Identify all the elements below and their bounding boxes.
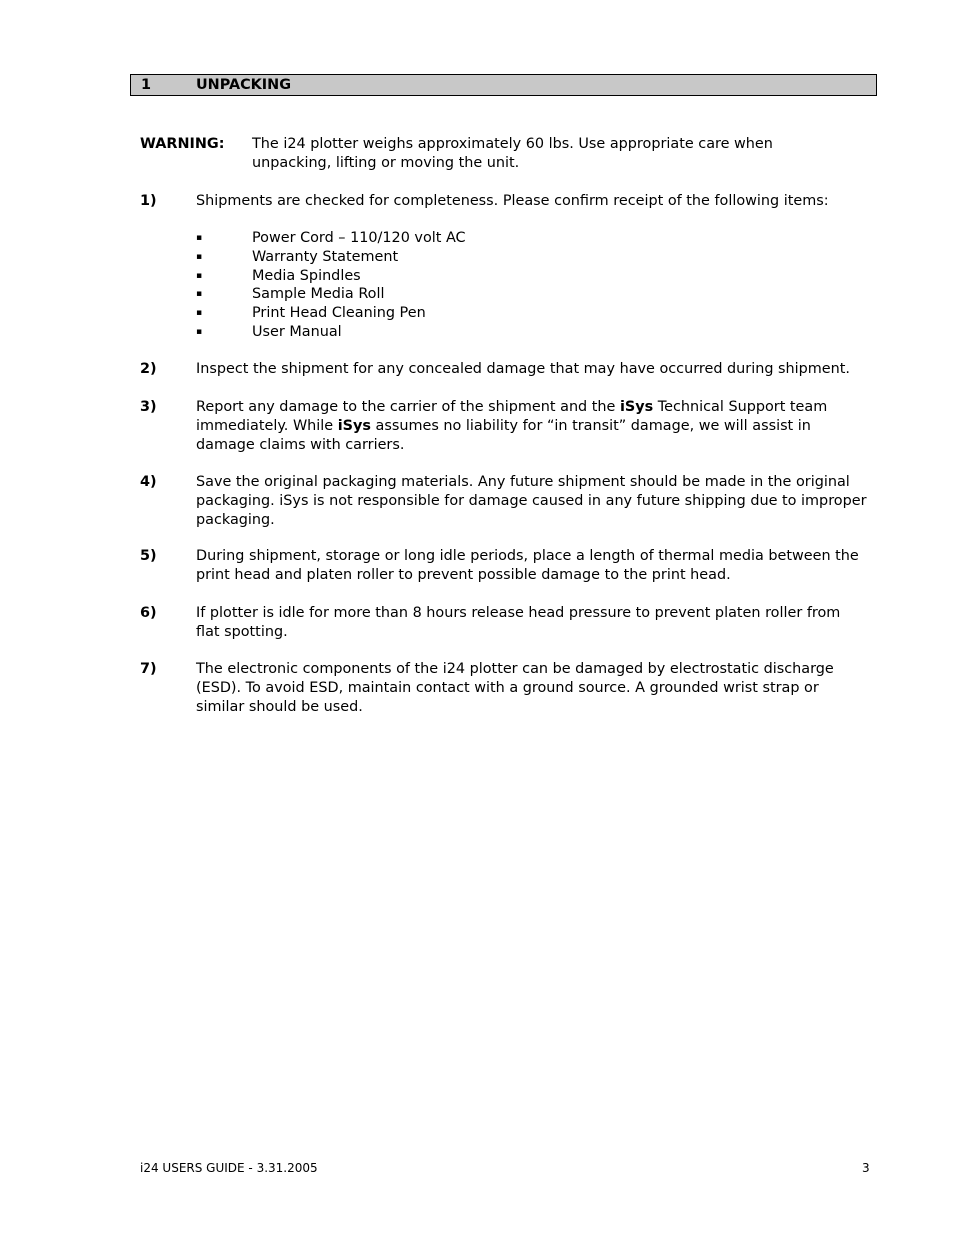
- bullet-marker: ▪: [196, 251, 203, 262]
- step-text-part: Technical Support team immediately. While: [196, 399, 828, 434]
- footer-document-title: i24 USERS GUIDE - 3.31.2005: [140, 1161, 318, 1175]
- step-number: 6): [140, 605, 157, 621]
- list-item: [196, 304, 696, 323]
- list-item: [196, 267, 696, 286]
- list-item: [196, 248, 696, 267]
- bullet-marker: ▪: [196, 270, 203, 281]
- list-item: [196, 229, 696, 248]
- section-number: 1: [141, 77, 152, 93]
- section-title: UNPACKING: [196, 77, 292, 93]
- list-item-text: Power Cord – 110/120 volt AC: [252, 230, 466, 246]
- step-text: The electronic components of the i24 plotter can be damaged by electrostatic discharge (ESD). To avoid ESD, maintain contact with a ground source. A grounded wrist strap or similar should be used.: [196, 661, 834, 715]
- step-text: Shipments are checked for completeness. Please confirm receipt of the following items:: [196, 193, 829, 209]
- step-number: 2): [140, 361, 157, 377]
- step-text-part: Report any damage to the carrier of the shipment and the: [196, 399, 620, 415]
- list-item-text: Print Head Cleaning Pen: [252, 305, 426, 322]
- list-item: [196, 323, 696, 342]
- step-number: 5): [140, 548, 157, 564]
- bullet-marker: ▪: [196, 233, 203, 243]
- step-number: 3): [140, 399, 157, 415]
- step-text: If plotter is idle for more than 8 hours release head pressure to prevent platen roller from flat spotting.: [196, 605, 841, 640]
- warning-text: The i24 plotter weighs approximately 60 lbs. Use appropriate care when unpacking, lifting or moving the unit.: [252, 136, 773, 171]
- bullet-marker: ▪: [196, 326, 203, 337]
- bullet-marker: ▪: [196, 308, 203, 319]
- list-item-text: Warranty Statement: [252, 248, 399, 265]
- step-text-part: assumes no liability for “in transit” damage, we will assist in damage claims with carriers.: [196, 418, 811, 453]
- step-number: 1): [140, 193, 157, 209]
- step-text: Save the original packaging materials. Any future shipment should be made in the original packaging. iSys is not responsible for damage caused in any future shipping due to improper packaging.: [196, 474, 867, 528]
- items-list: [196, 229, 696, 342]
- list-item-text: Sample Media Roll: [252, 286, 385, 303]
- footer-page-number: 3: [862, 1161, 870, 1175]
- step-text: During shipment, storage or long idle periods, place a length of thermal media between the print head and platen roller to prevent possible damage to the print head.: [196, 548, 859, 583]
- list-item-text: User Manual: [252, 323, 342, 340]
- brand-name: iSys: [619, 399, 654, 415]
- list-item: [196, 285, 696, 304]
- brand-name: iSys: [337, 418, 371, 434]
- step-number: 4): [140, 474, 157, 490]
- list-item-text: Media Spindles: [252, 267, 361, 284]
- section-heading: [130, 74, 877, 96]
- step-text: [196, 398, 868, 455]
- warning-label: WARNING:: [140, 136, 225, 152]
- step-number: 7): [140, 661, 157, 677]
- step-text: Inspect the shipment for any concealed damage that may have occurred during shipment.: [196, 361, 851, 377]
- bullet-marker: ▪: [196, 289, 203, 300]
